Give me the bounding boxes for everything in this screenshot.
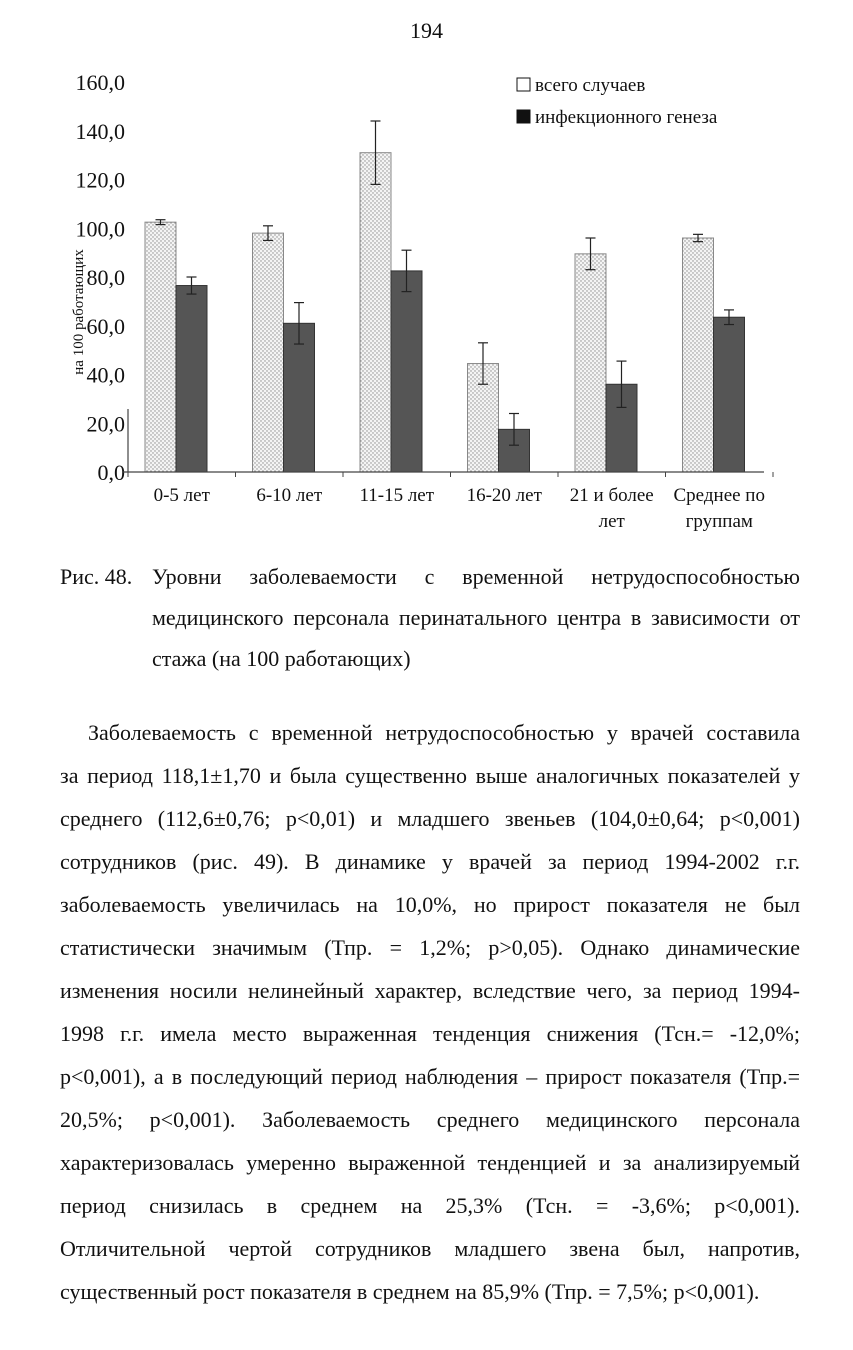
bar-infectious (176, 286, 207, 472)
x-tick-label: 21 и более лет (569, 485, 654, 532)
paragraph-line: Заболеваемость с временной нетрудоспособностью у врачей составила (88, 720, 800, 745)
paragraph-line: p<0,001), а в последующий период наблюдения – прирост показателя (Тпр.= (60, 1064, 800, 1089)
x-tick-label: 6-10 лет (256, 485, 323, 506)
bar-total-cases (360, 153, 391, 472)
y-tick-label: 100,0 (75, 216, 125, 242)
paragraph-line: характеризовалась умеренно выраженной тенденцией и за анализируемый (60, 1150, 800, 1175)
legend-label: инфекционного генеза (535, 107, 718, 128)
caption-text: Уровни заболеваемости с временной нетрудоспособностью медицинского персонала перинатального центра в зависимости от стажа (на 100 работающих) (152, 564, 800, 671)
y-axis-label: на 100 работающих (71, 249, 87, 375)
legend-swatch-infectious (517, 110, 530, 123)
y-tick-label: 40,0 (86, 362, 125, 388)
y-tick-label: 80,0 (86, 265, 125, 290)
paragraph-line: изменения носили нелинейный характер, вследствие чего, за период 1994- (60, 978, 800, 1003)
paragraph-line: заболеваемость увеличилась на 10,0%, но прирост показателя не был (60, 892, 800, 917)
legend-swatch-total (517, 78, 530, 91)
paragraph-line: существенный рост показателя в среднем на 85,9% (Тпр. = 7,5%; p<0,001). (60, 1279, 760, 1304)
paragraph-line: за период 118,1±1,70 и была существенно выше аналогичных показателей у (60, 763, 800, 788)
bar-chart (0, 60, 853, 540)
bar-total-cases (683, 238, 714, 472)
y-tick-label: 0,0 (97, 460, 125, 485)
paragraph-line: сотрудников (рис. 49). В динамике у врачей за период 1994-2002 г.г. (60, 849, 800, 874)
y-tick-label: 140,0 (75, 118, 125, 144)
y-tick-label: 120,0 (75, 167, 125, 193)
legend (517, 75, 718, 128)
y-tick-label: 160,0 (75, 70, 125, 95)
legend-label: всего случаев (535, 75, 646, 96)
figure-caption (60, 556, 800, 679)
bar-total-cases (575, 254, 606, 472)
x-tick-label: 11-15 лет (359, 485, 435, 506)
bar-total-cases (145, 222, 176, 472)
paragraph-line: статистически значимым (Тпр. = 1,2%; p>0,05). Однако динамические (60, 935, 800, 960)
y-tick-label: 20,0 (86, 411, 125, 437)
x-tick-label: Среднее по группам (673, 485, 765, 532)
page-number: 194 (410, 18, 443, 43)
bar-infectious (391, 271, 422, 472)
x-tick-label: 16-20 лет (466, 485, 542, 506)
paragraph-line: 1998 г.г. имела место выраженная тенденция снижения (Тсн.= -12,0%; (60, 1021, 800, 1046)
body-paragraph (60, 711, 800, 1313)
bar-infectious (284, 323, 315, 472)
bar-total-cases (253, 233, 284, 472)
paragraph-line: среднего (112,6±0,76; p<0,01) и младшего звеньев (104,0±0,64; p<0,001) (60, 806, 800, 831)
x-tick-label: 0-5 лет (153, 485, 210, 506)
y-tick-label: 60,0 (86, 313, 125, 339)
bar-infectious (714, 317, 745, 472)
caption-label: Рис. 48. (60, 564, 133, 589)
paragraph-line: период снизилась в среднем на 25,3% (Тсн. = -3,6%; p<0,001). (60, 1193, 800, 1218)
paragraph-line: 20,5%; p<0,001). Заболеваемость среднего медицинского персонала (60, 1107, 800, 1132)
paragraph-line: Отличительной чертой сотрудников младшего звена был, напротив, (60, 1236, 800, 1261)
